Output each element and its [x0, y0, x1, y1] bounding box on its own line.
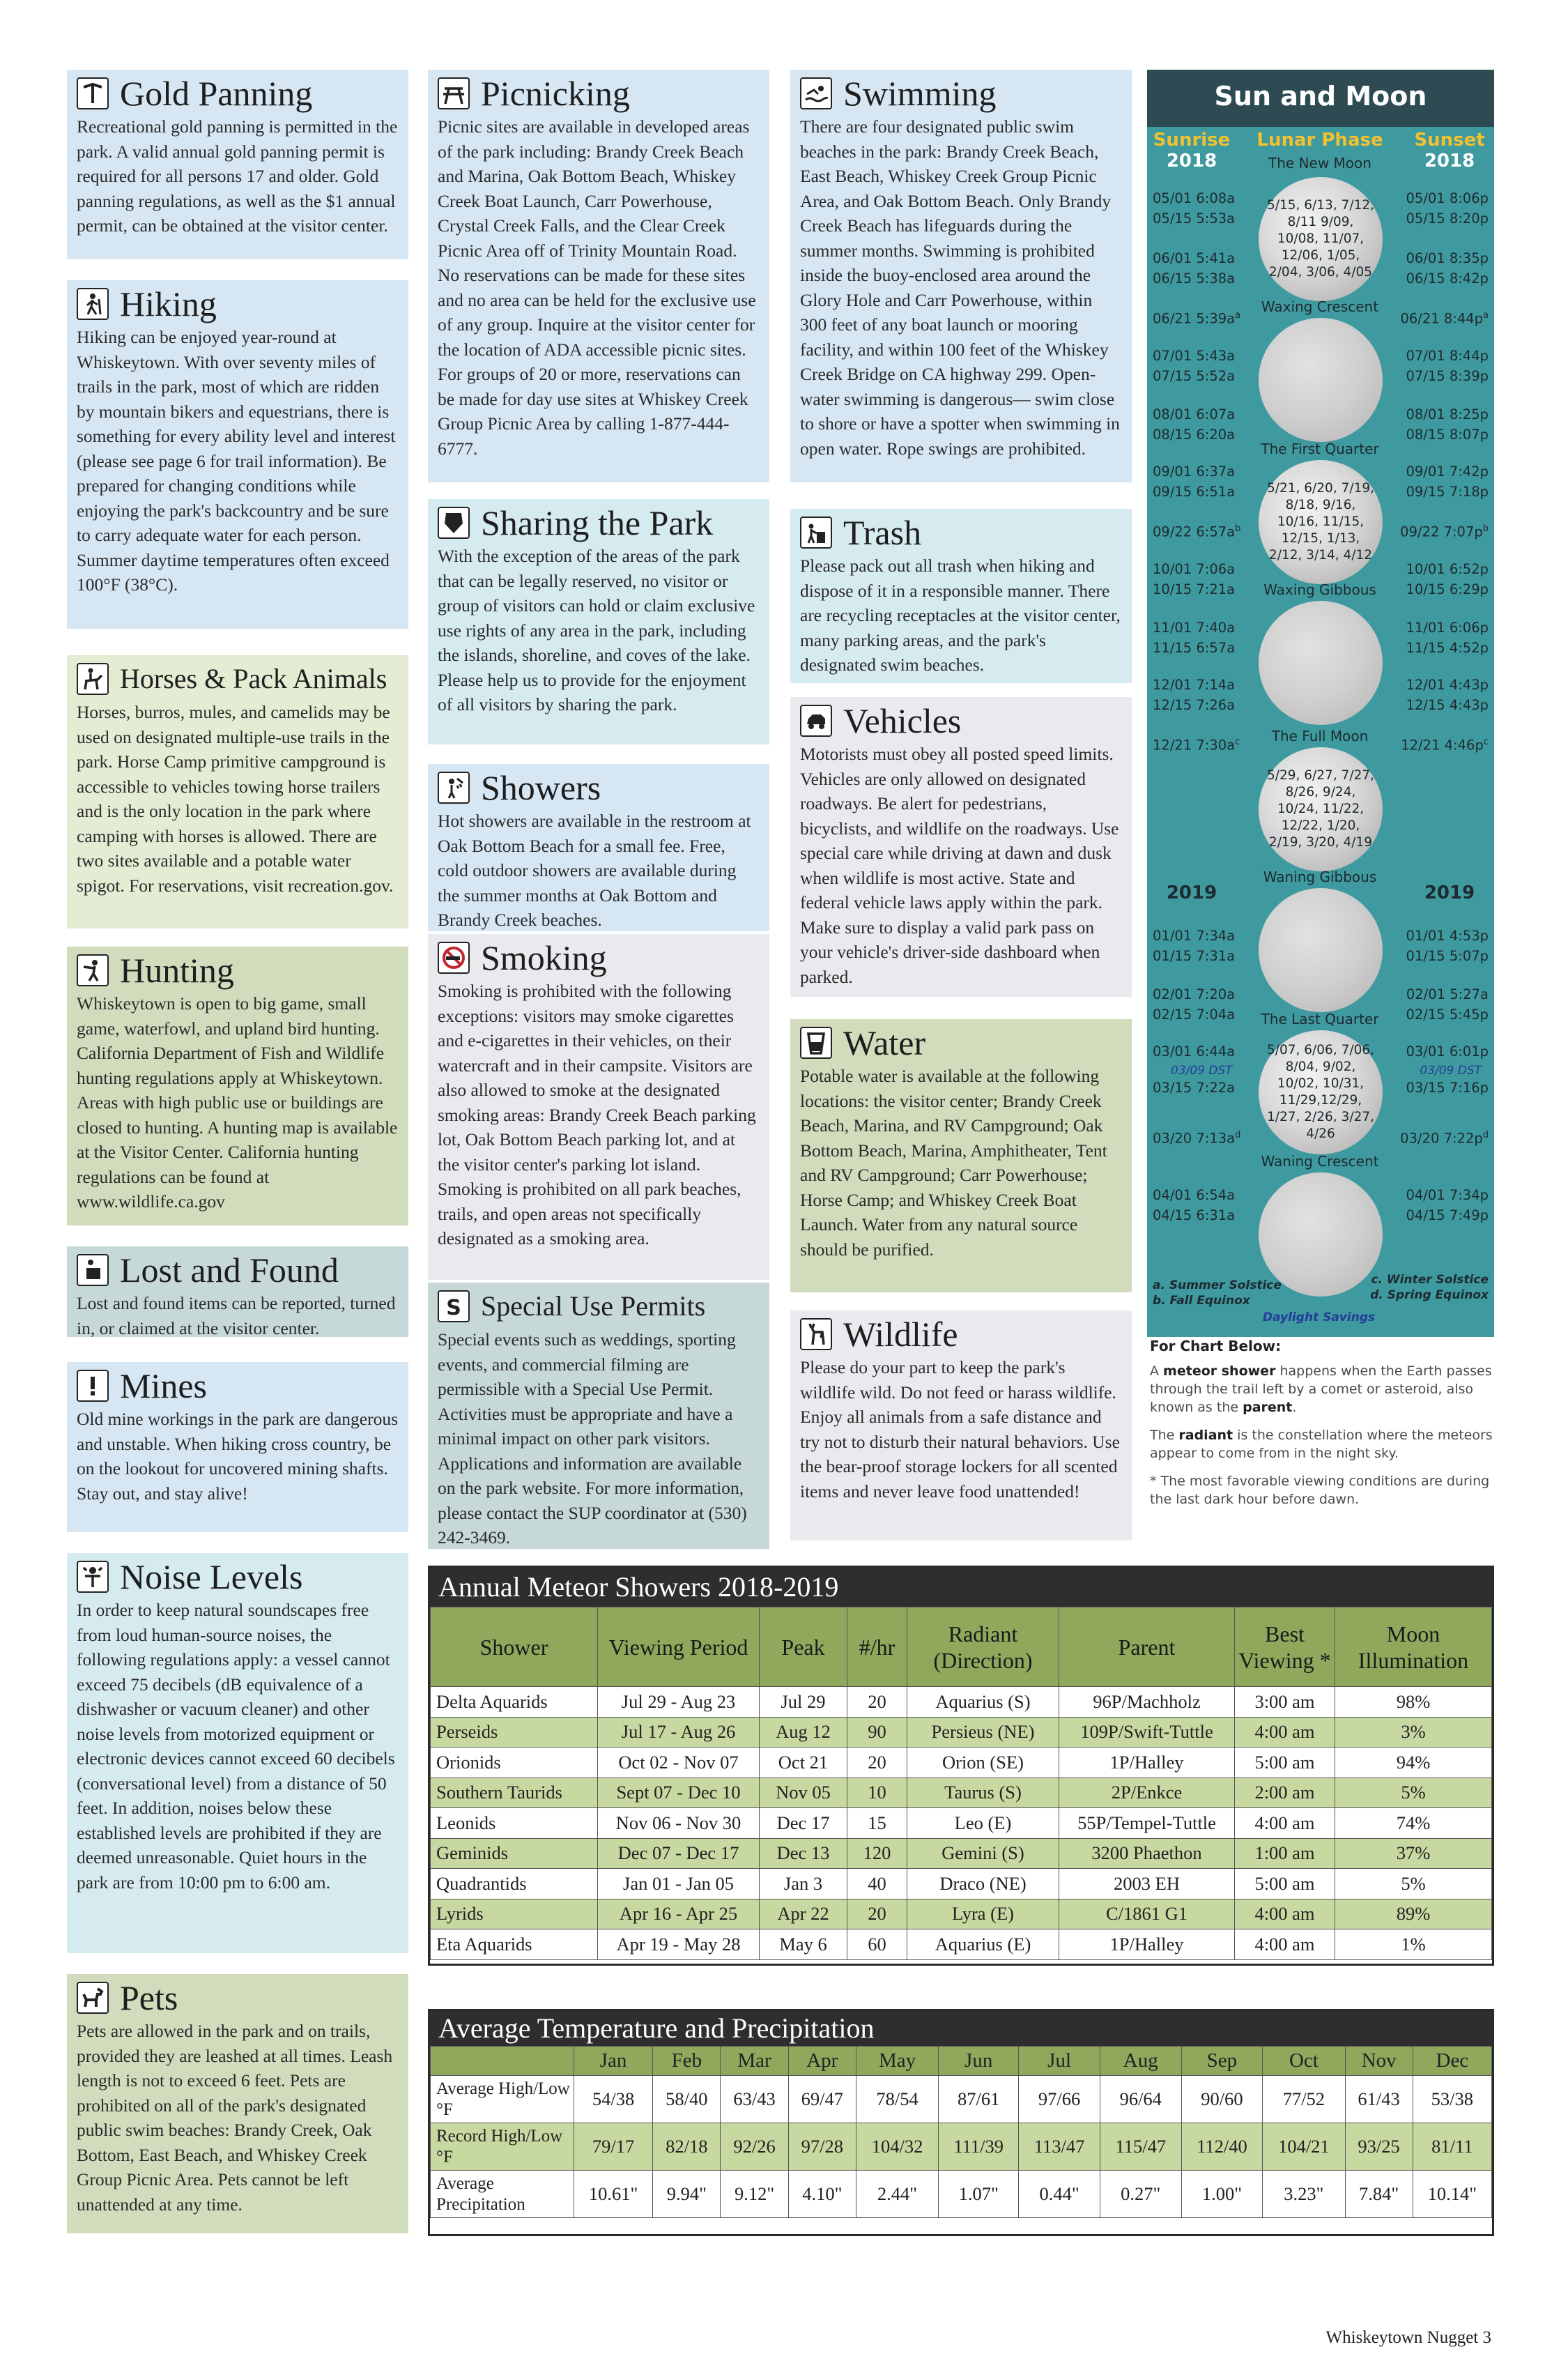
permit-s-icon	[438, 1290, 470, 1322]
table-cell: Taurus (S)	[907, 1778, 1059, 1808]
meteor-header-row	[431, 1607, 1492, 1687]
water-glass-icon	[800, 1027, 832, 1059]
table-cell: 0.44"	[1019, 2171, 1100, 2218]
publication-name: Whiskeytown Nugget	[1325, 2328, 1479, 2347]
table-cell: Quadrantids	[431, 1869, 598, 1899]
sunrise-year-2019: 2019	[1166, 882, 1217, 903]
table-cell: 89%	[1335, 1899, 1492, 1929]
picnicking-section	[428, 70, 769, 482]
special-use-permits-section	[428, 1283, 769, 1549]
table-cell: 87/61	[939, 2076, 1019, 2123]
table-cell: 92/26	[721, 2123, 788, 2171]
table-cell: 97/28	[788, 2123, 856, 2171]
car-icon	[800, 705, 832, 737]
table-cell: 3%	[1335, 1717, 1492, 1748]
section-title: Noise Levels	[120, 1557, 303, 1596]
month-header: May	[856, 2047, 938, 2076]
table-cell: Draco (NE)	[907, 1869, 1059, 1899]
noise-levels-section	[67, 1553, 408, 1953]
table-cell: Jan 3	[760, 1869, 847, 1899]
table-cell: 77/52	[1263, 2076, 1345, 2123]
climate-table-title: Average Temperature and Precipitation	[430, 2011, 1492, 2046]
table-cell: 53/38	[1413, 2076, 1491, 2123]
table-cell: 98%	[1335, 1687, 1492, 1718]
table-cell: 20	[847, 1748, 907, 1778]
section-title: Lost and Found	[120, 1251, 339, 1290]
climate-corner	[431, 2047, 574, 2076]
horses-section	[67, 655, 408, 928]
col-shower: Shower	[431, 1607, 598, 1687]
table-cell: Delta Aquarids	[431, 1687, 598, 1718]
phase-label-waxing-gibbous: Waxing Gibbous	[1263, 581, 1376, 598]
table-cell: Oct 21	[760, 1748, 847, 1778]
note-c: c. Winter Solstice	[1371, 1273, 1489, 1287]
phase-label-waning-crescent: Waning Crescent	[1261, 1153, 1379, 1170]
section-title: Hunting	[120, 951, 234, 990]
table-cell: 104/32	[856, 2123, 938, 2171]
section-body: Horses, burros, mules, and camelids may be used on designated multiple-use trails in the park. Horse Camp primitive campground is accessible to vehicles towing horse trailers and is the only location in the park where camping with horses is allowed. There are two sites available and a potable water spigot. For reservations, visit recreation.gov.	[77, 702, 394, 896]
loud-person-icon	[77, 1561, 109, 1593]
first-quarter-dates: 5/21, 6/20, 7/19, 8/18, 9/16, 10/16, 11/15, 12/15, 1/13, 2/12, 3/14, 4/12	[1259, 460, 1383, 584]
table-cell: 2:00 am	[1235, 1778, 1335, 1808]
table-cell: 79/17	[574, 2123, 653, 2171]
table-cell: 4:00 am	[1235, 1717, 1335, 1748]
section-body: Please do your part to keep the park's wildlife wild. Do not feed or harass wildlife. Enjoy all animals from a safe distance and try not to disturb their natural behaviors. Use the bear-proof storage lockers for all scented items and never leave food unattended!	[800, 1357, 1120, 1501]
section-body: There are four designated public swim beaches in the park: Brandy Creek Beach, East Beach, Whiskey Creek Group Picnic Area, and Oak Bottom Beach. Only Brandy Creek Beach has lifeguards during the summer months. Swimming is prohibited inside the buoy-enclosed area around the Glory Hole and Carr Powerhouse, within 300 feet of any boat launch or mooring facility, and within 100 feet of the Whiskey Creek Bridge on CA highway 299. Open-water swimming is dangerous— swim close to shore or have a spotter when swimming in open water. Rope swings are prohibited.	[800, 116, 1120, 459]
table-row	[431, 1808, 1492, 1839]
table-cell: 82/18	[653, 2123, 721, 2171]
section-title: Vehicles	[843, 701, 962, 740]
table-cell: 54/38	[574, 2076, 653, 2123]
gold-panning-section	[67, 70, 408, 259]
swimmer-icon	[800, 77, 832, 109]
table-cell: 97/66	[1019, 2076, 1100, 2123]
table-cell: Orionids	[431, 1748, 598, 1778]
month-header: Sep	[1181, 2047, 1263, 2076]
month-header: Feb	[653, 2047, 721, 2076]
picnic-table-icon	[438, 77, 470, 109]
table-cell: Aug 12	[760, 1717, 847, 1748]
sun-moon-title: Sun and Moon	[1147, 70, 1494, 127]
table-cell: 90	[847, 1717, 907, 1748]
table-cell: Aquarius (E)	[907, 1929, 1059, 1960]
table-cell: Eta Aquarids	[431, 1929, 598, 1960]
table-cell: 15	[847, 1808, 907, 1839]
note-d: d. Spring Equinox	[1370, 1288, 1489, 1302]
table-cell: 20	[847, 1899, 907, 1929]
col-moon-illumination: Moon Illumination	[1335, 1607, 1492, 1687]
table-cell: Leo (E)	[907, 1808, 1059, 1839]
table-row	[431, 2123, 1492, 2171]
row-label: Average High/Low °F	[431, 2076, 574, 2123]
warning-icon	[77, 1370, 109, 1402]
table-cell: 69/47	[788, 2076, 856, 2123]
table-cell: Leonids	[431, 1808, 598, 1839]
table-cell: 120	[847, 1838, 907, 1869]
table-cell: Orion (SE)	[907, 1748, 1059, 1778]
note-radiant: The radiant is the constellation where the meteors appear to come from in the night sky.	[1150, 1428, 1493, 1461]
col-radiant: Radiant (Direction)	[907, 1607, 1059, 1687]
month-header: Mar	[721, 2047, 788, 2076]
section-title: Wildlife	[843, 1315, 958, 1354]
section-title: Swimming	[843, 74, 997, 113]
table-cell: 20	[847, 1687, 907, 1718]
table-cell: Lyrids	[431, 1899, 598, 1929]
table-cell: 94%	[1335, 1748, 1492, 1778]
table-cell: 55P/Tempel-Tuttle	[1059, 1808, 1235, 1839]
table-cell: 10.61"	[574, 2171, 653, 2218]
pets-section	[67, 1974, 408, 2233]
table-cell: 81/11	[1413, 2123, 1491, 2171]
month-header: Oct	[1263, 2047, 1345, 2076]
table-row	[431, 1838, 1492, 1869]
lost-found-icon	[77, 1254, 109, 1286]
section-body: Smoking is prohibited with the following exceptions: visitors may smoke cigarettes and e-cigarettes in their vehicles, on their watercraft and in their campsite. Visitors are also allowed to smoke at the designated smoking areas: Brandy Creek Beach parking lot, Oak Bottom Beach parking lot, and at the visitor center's parking lot island. Smoking is prohibited on all park beaches, trails, and open areas not specifically designated as a smoking area.	[438, 981, 756, 1248]
table-cell: 96/64	[1100, 2076, 1181, 2123]
table-cell: Jan 01 - Jan 05	[598, 1869, 760, 1899]
no-smoking-icon	[438, 942, 470, 974]
lunar-phase-header: Lunar Phase	[1256, 130, 1383, 151]
section-body: Hot showers are available in the restroom at Oak Bottom Beach for a small fee. Free, cold outdoor showers are available during the summer months at Oak Bottom and Brandy Creek beaches.	[438, 811, 751, 930]
table-row	[431, 2171, 1492, 2218]
section-title: Showers	[481, 768, 601, 807]
page-number: 3	[1482, 2328, 1491, 2347]
table-cell: 5:00 am	[1235, 1748, 1335, 1778]
col-best-viewing: Best Viewing *	[1235, 1607, 1335, 1687]
table-cell: 9.12"	[721, 2171, 788, 2218]
table-cell: Dec 17	[760, 1808, 847, 1839]
month-header: Nov	[1345, 2047, 1413, 2076]
sharing-park-section	[428, 499, 769, 744]
table-cell: 2.44"	[856, 2171, 938, 2218]
hunting-section	[67, 947, 408, 1225]
section-title: Water	[843, 1023, 926, 1062]
phase-label-waxing-crescent: Waxing Crescent	[1261, 298, 1379, 315]
section-title: Pets	[120, 1978, 178, 2017]
table-cell: Southern Taurids	[431, 1778, 598, 1808]
section-body: Lost and found items can be reported, turned in, or claimed at the visitor center.	[77, 1293, 396, 1337]
table-cell: 1P/Halley	[1059, 1748, 1235, 1778]
section-body: Recreational gold panning is permitted in the park. A valid annual gold panning permit is required for all persons 17 and older. Gold panning regulations, as well as the $1 annual permit, can be obtained at the visitor center.	[77, 116, 398, 236]
section-title: Special Use Permits	[481, 1290, 706, 1322]
col-parent: Parent	[1059, 1607, 1235, 1687]
col-viewing-period: Viewing Period	[598, 1607, 760, 1687]
table-row	[431, 1869, 1492, 1899]
note-a: a. Summer Solstice	[1153, 1278, 1282, 1292]
section-body: Special events such as weddings, sporting events, and commercial filming are permissible with a Special Use Permit. Activities must be appropriate and have a minimal impact on other park visitors. Applications and information are available on the park website. For more information, please contact the SUP coordinator at (530) 242-3469.	[438, 1329, 747, 1547]
table-cell: Jul 29	[760, 1687, 847, 1718]
section-body: In order to keep natural soundscapes free from loud human-source noises, the following regulations apply: a vessel cannot exceed 75 decibels (dB equivalence of a dishwasher or vacuum cleaner) and other noise levels from motorized equipment or electronic devices cannot exceed 60 decibels (conversational level) from a distance of 50 feet. In addition, noises below these established levels are prohibited if they are deemed unreasonable. Quiet hours in the park are from 10:00 pm to 6:00 am.	[77, 1600, 395, 1893]
mines-section	[67, 1362, 408, 1532]
table-cell: 1:00 am	[1235, 1838, 1335, 1869]
phase-label-new: The New Moon	[1268, 155, 1371, 171]
shower-icon	[438, 772, 470, 804]
section-title: Hiking	[120, 284, 217, 323]
table-cell: 10	[847, 1778, 907, 1808]
table-cell: Gemini (S)	[907, 1838, 1059, 1869]
table-cell: 5%	[1335, 1869, 1492, 1899]
table-cell: Oct 02 - Nov 07	[598, 1748, 760, 1778]
table-cell: Sept 07 - Dec 10	[598, 1778, 760, 1808]
table-row	[431, 1929, 1492, 1960]
table-row	[431, 1717, 1492, 1748]
table-cell: 37%	[1335, 1838, 1492, 1869]
section-body: Motorists must obey all posted speed limits. Vehicles are only allowed on designated roadways. Be alert for pedestrians, bicyclists, and wildlife on the roadways. Use special care while driving at dawn and dusk when wildlife is most active. State and federal vehicle laws apply within the park. Make sure to display a valid park pass on your vehicle's driver-side dashboard when parked.	[800, 744, 1119, 987]
table-cell: Persieus (NE)	[907, 1717, 1059, 1748]
month-header: Jul	[1019, 2047, 1100, 2076]
note-meteor-shower: A meteor shower happens when the Earth passes through the trail left by a comet or asteroid, also known as the parent.	[1150, 1363, 1492, 1415]
climate-table	[428, 2009, 1494, 2236]
table-cell: 109P/Swift-Tuttle	[1059, 1717, 1235, 1748]
sunset-times: 05/01 8:06p 05/15 8:20p 06/01 8:35p 06/15 8:42p 06/21 $8:44p^a$ 07/01 8:44p 07/15 8:39p 08/01 8:25p 08/15 8:07p 09/01 7:42p 09/15 7:18p 09/22 $7:07p^b$ 10/01 6:52p 10/15 6:29p 11/01 6:06p 11/15 4:52p 12/01 4:43p 12/15 4:43p 12/21 $4:46p^c$ 01/01 4:53p 01/15 5:07p 02/01 5:27a 02/15 5:45p 03/01 6:01p 03/09 DST 03/15 7:16p 03/20 $7:22p^d$ 04/01 7:34p 04/15 7:49p	[1400, 190, 1489, 1223]
col-peak: Peak	[760, 1607, 847, 1687]
table-cell: 93/25	[1345, 2123, 1413, 2171]
month-header: Apr	[788, 2047, 856, 2076]
table-cell: Jul 29 - Aug 23	[598, 1687, 760, 1718]
row-label: Record High/Low °F	[431, 2123, 574, 2171]
hunter-icon	[77, 954, 109, 986]
sunrise-header: Sunrise 2018	[1153, 130, 1231, 171]
section-body: With the exception of the areas of the park that can be legally reserved, no visitor or group of visitors can hold or claim exclusive use rights of any area in the park, including the islands, shoreline, and coves of the lake. Please help us to provide for the enjoyment of all visitors by sharing the park.	[438, 546, 755, 714]
table-cell: Geminids	[431, 1838, 598, 1869]
section-title: Mines	[120, 1366, 207, 1405]
table-cell: 4:00 am	[1235, 1929, 1335, 1960]
table-cell: 5:00 am	[1235, 1869, 1335, 1899]
table-cell: 3200 Phaethon	[1059, 1838, 1235, 1869]
wildlife-section	[790, 1310, 1132, 1540]
col-rate: #/hr	[847, 1607, 907, 1687]
month-header: Jan	[574, 2047, 653, 2076]
table-cell: C/1861 G1	[1059, 1899, 1235, 1929]
table-cell: 40	[847, 1869, 907, 1899]
phase-label-first-quarter: The First Quarter	[1261, 441, 1379, 457]
table-cell: Dec 07 - Dec 17	[598, 1838, 760, 1869]
table-row	[431, 1687, 1492, 1718]
full-moon-dates: 5/29, 6/27, 7/27, 8/26, 9/24, 10/24, 11/22, 12/22, 1/20, 2/19, 3/20, 4/19	[1259, 747, 1383, 871]
swimming-section	[790, 70, 1132, 482]
table-cell: Apr 22	[760, 1899, 847, 1929]
section-title: Trash	[843, 513, 922, 552]
hiker-icon	[77, 288, 109, 320]
horse-rider-icon	[77, 663, 109, 695]
table-cell: 60	[847, 1929, 907, 1960]
lost-found-section	[67, 1246, 408, 1337]
table-cell: Lyra (E)	[907, 1899, 1059, 1929]
note-b: b. Fall Equinox	[1153, 1294, 1250, 1308]
water-section	[790, 1019, 1132, 1292]
table-cell: 1%	[1335, 1929, 1492, 1960]
table-row	[431, 2076, 1492, 2123]
section-body: Picnic sites are available in developed areas of the park including: Brandy Creek Beach and Marina, Oak Bottom Beach, Whiskey Creek Boat Launch, Carr Powerhouse, Crystal Creek Falls, and the Clear Creek Picnic Area off of Trinity Mountain Road. No reservations can be made for these sites and no area can be held for the exclusive use of any group. Inquire at the visitor center for the location of ADA accessible picnic sites. For groups of 20 or more, reservations can be made for day use sites at Whiskey Creek Group Picnic Area by calling 1-877-444-6777.	[438, 116, 756, 459]
vehicles-section	[790, 697, 1132, 997]
table-cell: 2P/Enkce	[1059, 1778, 1235, 1808]
table-cell: 9.94"	[653, 2171, 721, 2218]
table-cell: 1.07"	[939, 2171, 1019, 2218]
table-cell: 2003 EH	[1059, 1869, 1235, 1899]
phase-label-full: The Full Moon	[1271, 728, 1369, 744]
month-header: Dec	[1413, 2047, 1491, 2076]
section-body: Old mine workings in the park are dangerous and unstable. When hiking cross country, be on the lookout for uncovered mining shafts. Stay out, and stay alive!	[77, 1409, 399, 1504]
table-row	[431, 1748, 1492, 1778]
section-body: Whiskeytown is open to big game, small game, waterfowl, and upland bird hunting. California Department of Fish and Wildlife hunting regulations apply at Whiskeytown. Areas with high public use or buildings are closed to hunting. A hunting map is available at the Visitor Center. California hunting regulations can be found at www.wildlife.ca.gov	[77, 993, 398, 1211]
month-header: Jun	[939, 2047, 1019, 2076]
trash-can-icon	[800, 517, 832, 549]
phase-label-waning-gibbous: Waning Gibbous	[1263, 869, 1377, 885]
section-title: Horses & Pack Animals	[120, 663, 387, 694]
waxing-crescent-moon	[1259, 318, 1383, 442]
dog-icon	[77, 1982, 109, 2014]
table-cell: 1P/Halley	[1059, 1929, 1235, 1960]
table-cell: Dec 13	[760, 1838, 847, 1869]
pickaxe-icon	[77, 77, 109, 109]
table-cell: 7.84"	[1345, 2171, 1413, 2218]
showers-section	[428, 764, 769, 931]
sunset-year-2019: 2019	[1424, 882, 1475, 903]
table-cell: 0.27"	[1100, 2171, 1181, 2218]
waxing-gibbous-moon	[1259, 601, 1383, 725]
notes-heading: For Chart Below:	[1150, 1338, 1282, 1354]
table-cell: 5%	[1335, 1778, 1492, 1808]
month-header: Aug	[1100, 2047, 1181, 2076]
table-cell: 61/43	[1345, 2076, 1413, 2123]
waning-gibbous-moon	[1259, 888, 1383, 1012]
table-cell: 115/47	[1100, 2123, 1181, 2171]
last-quarter-dates: 5/07, 6/06, 7/06, 8/04, 9/02, 10/02, 10/31, 11/29,12/29, 1/27, 2/26, 3/27, 4/26	[1259, 1030, 1383, 1154]
section-title: Sharing the Park	[481, 503, 714, 542]
section-body: Pets are allowed in the park and on trails, provided they are leashed at all times. Leash length is not to exceed 6 feet. Pets are prohibited on all of the park's designated public swim beaches: Brandy Creek, Oak Bottom, East Beach, and Whiskey Creek Group Picnic Area. Pets cannot be left unattended at any time.	[77, 2021, 393, 2215]
nps-arrowhead-icon	[438, 507, 470, 539]
table-cell: 10.14"	[1413, 2171, 1491, 2218]
table-cell: 4:00 am	[1235, 1899, 1335, 1929]
table-cell: Nov 06 - Nov 30	[598, 1808, 760, 1839]
table-cell: 4.10"	[788, 2171, 856, 2218]
table-cell: 96P/Machholz	[1059, 1687, 1235, 1718]
table-cell: Nov 05	[760, 1778, 847, 1808]
table-cell: 3.23"	[1263, 2171, 1345, 2218]
table-cell: 4:00 am	[1235, 1808, 1335, 1839]
meteor-shower-table	[428, 1566, 1494, 1966]
table-row	[431, 1778, 1492, 1808]
new-moon-dates: 5/15, 6/13, 7/12, 8/11 9/09, 10/08, 11/07, 12/06, 1/05, 2/04, 3/06, 4/05	[1259, 177, 1383, 301]
sun-moon-chart	[1147, 70, 1494, 1337]
table-cell: 3:00 am	[1235, 1687, 1335, 1718]
sunset-header: Sunset 2018	[1414, 130, 1485, 171]
table-cell: 104/21	[1263, 2123, 1345, 2171]
hiking-section	[67, 280, 408, 629]
trash-section	[790, 509, 1132, 683]
section-title: Picnicking	[481, 74, 630, 113]
section-title: Smoking	[481, 938, 607, 977]
table-cell: Perseids	[431, 1717, 598, 1748]
svg-text:S: S	[446, 1296, 461, 1318]
table-cell: May 6	[760, 1929, 847, 1960]
table-cell: 1.00"	[1181, 2171, 1263, 2218]
table-row	[431, 1899, 1492, 1929]
smoking-section	[428, 934, 769, 1280]
page-footer	[1326, 2328, 1491, 2348]
phase-label-last-quarter: The Last Quarter	[1261, 1011, 1379, 1027]
section-body: Potable water is available at the following locations: the visitor center; Brandy Creek Beach, Marina, and RV Campground; Oak Bottom Beach, Marina, Amphitheater, Tent and RV Campground; Carr Powerhouse; Horse Camp; and Whiskey Creek Boat Launch. Water from any natural source should be purified.	[800, 1066, 1107, 1260]
chart-notes	[1150, 1337, 1498, 1518]
table-cell: 74%	[1335, 1808, 1492, 1839]
section-body: Please pack out all trash when hiking and dispose of it in a responsible manner. There are recycling receptacles at the visitor center, many parking areas, and the park's designated swim beaches.	[800, 556, 1121, 675]
note-viewing: * The most favorable viewing conditions are during the last dark hour before dawn.	[1150, 1474, 1490, 1507]
sunrise-times: 05/01 6:08a 05/15 5:53a 06/01 5:41a 06/15 5:38a 06/21 $5:39a^a$ 07/01 5:43a 07/15 5:52a 08/01 6:07a 08/15 6:20a 09/01 6:37a 09/15 6:51a 09/22 $6:57a^b$ 10/01 7:06a 10/15 7:21a 11/01 7:40a 11/15 6:57a 12/01 7:14a 12/15 7:26a 12/21 $7:30a^c$ 01/01 7:34a 01/15 7:31a 02/01 7:20a 02/15 7:04a 03/01 6:44a 03/09 DST 03/15 7:22a 03/20 $7:13a^d$ 04/01 6:54a 04/15 6:31a	[1153, 190, 1241, 1223]
section-body: Hiking can be enjoyed year-round at Whiskeytown. With over seventy miles of trails in the park, most of which are ridden by mountain bikers and equestrians, there is something for every ability level and interest (please see page 6 for trail information). Be prepared for changing conditions while enjoying the park's backcountry and be sure to carry adequate water for each person. Summer daytime temperatures often exceed 100°F (38°C).	[77, 327, 396, 595]
table-cell: Jul 17 - Aug 26	[598, 1717, 760, 1748]
row-label: Average Precipitation	[431, 2171, 574, 2218]
meteor-table-title: Annual Meteor Showers 2018-2019	[430, 1568, 1492, 1607]
climate-month-row	[431, 2047, 1492, 2076]
section-title: Gold Panning	[120, 74, 313, 113]
table-cell: 90/60	[1181, 2076, 1263, 2123]
table-cell: 111/39	[939, 2123, 1019, 2171]
table-cell: 112/40	[1181, 2123, 1263, 2171]
table-cell: Apr 16 - Apr 25	[598, 1899, 760, 1929]
note-dst: Daylight Savings	[1263, 1310, 1376, 1324]
table-cell: 113/47	[1019, 2123, 1100, 2171]
table-cell: Aquarius (S)	[907, 1687, 1059, 1718]
table-cell: 78/54	[856, 2076, 938, 2123]
table-cell: 63/43	[721, 2076, 788, 2123]
table-cell: 58/40	[653, 2076, 721, 2123]
deer-icon	[800, 1318, 832, 1350]
table-cell: Apr 19 - May 28	[598, 1929, 760, 1960]
